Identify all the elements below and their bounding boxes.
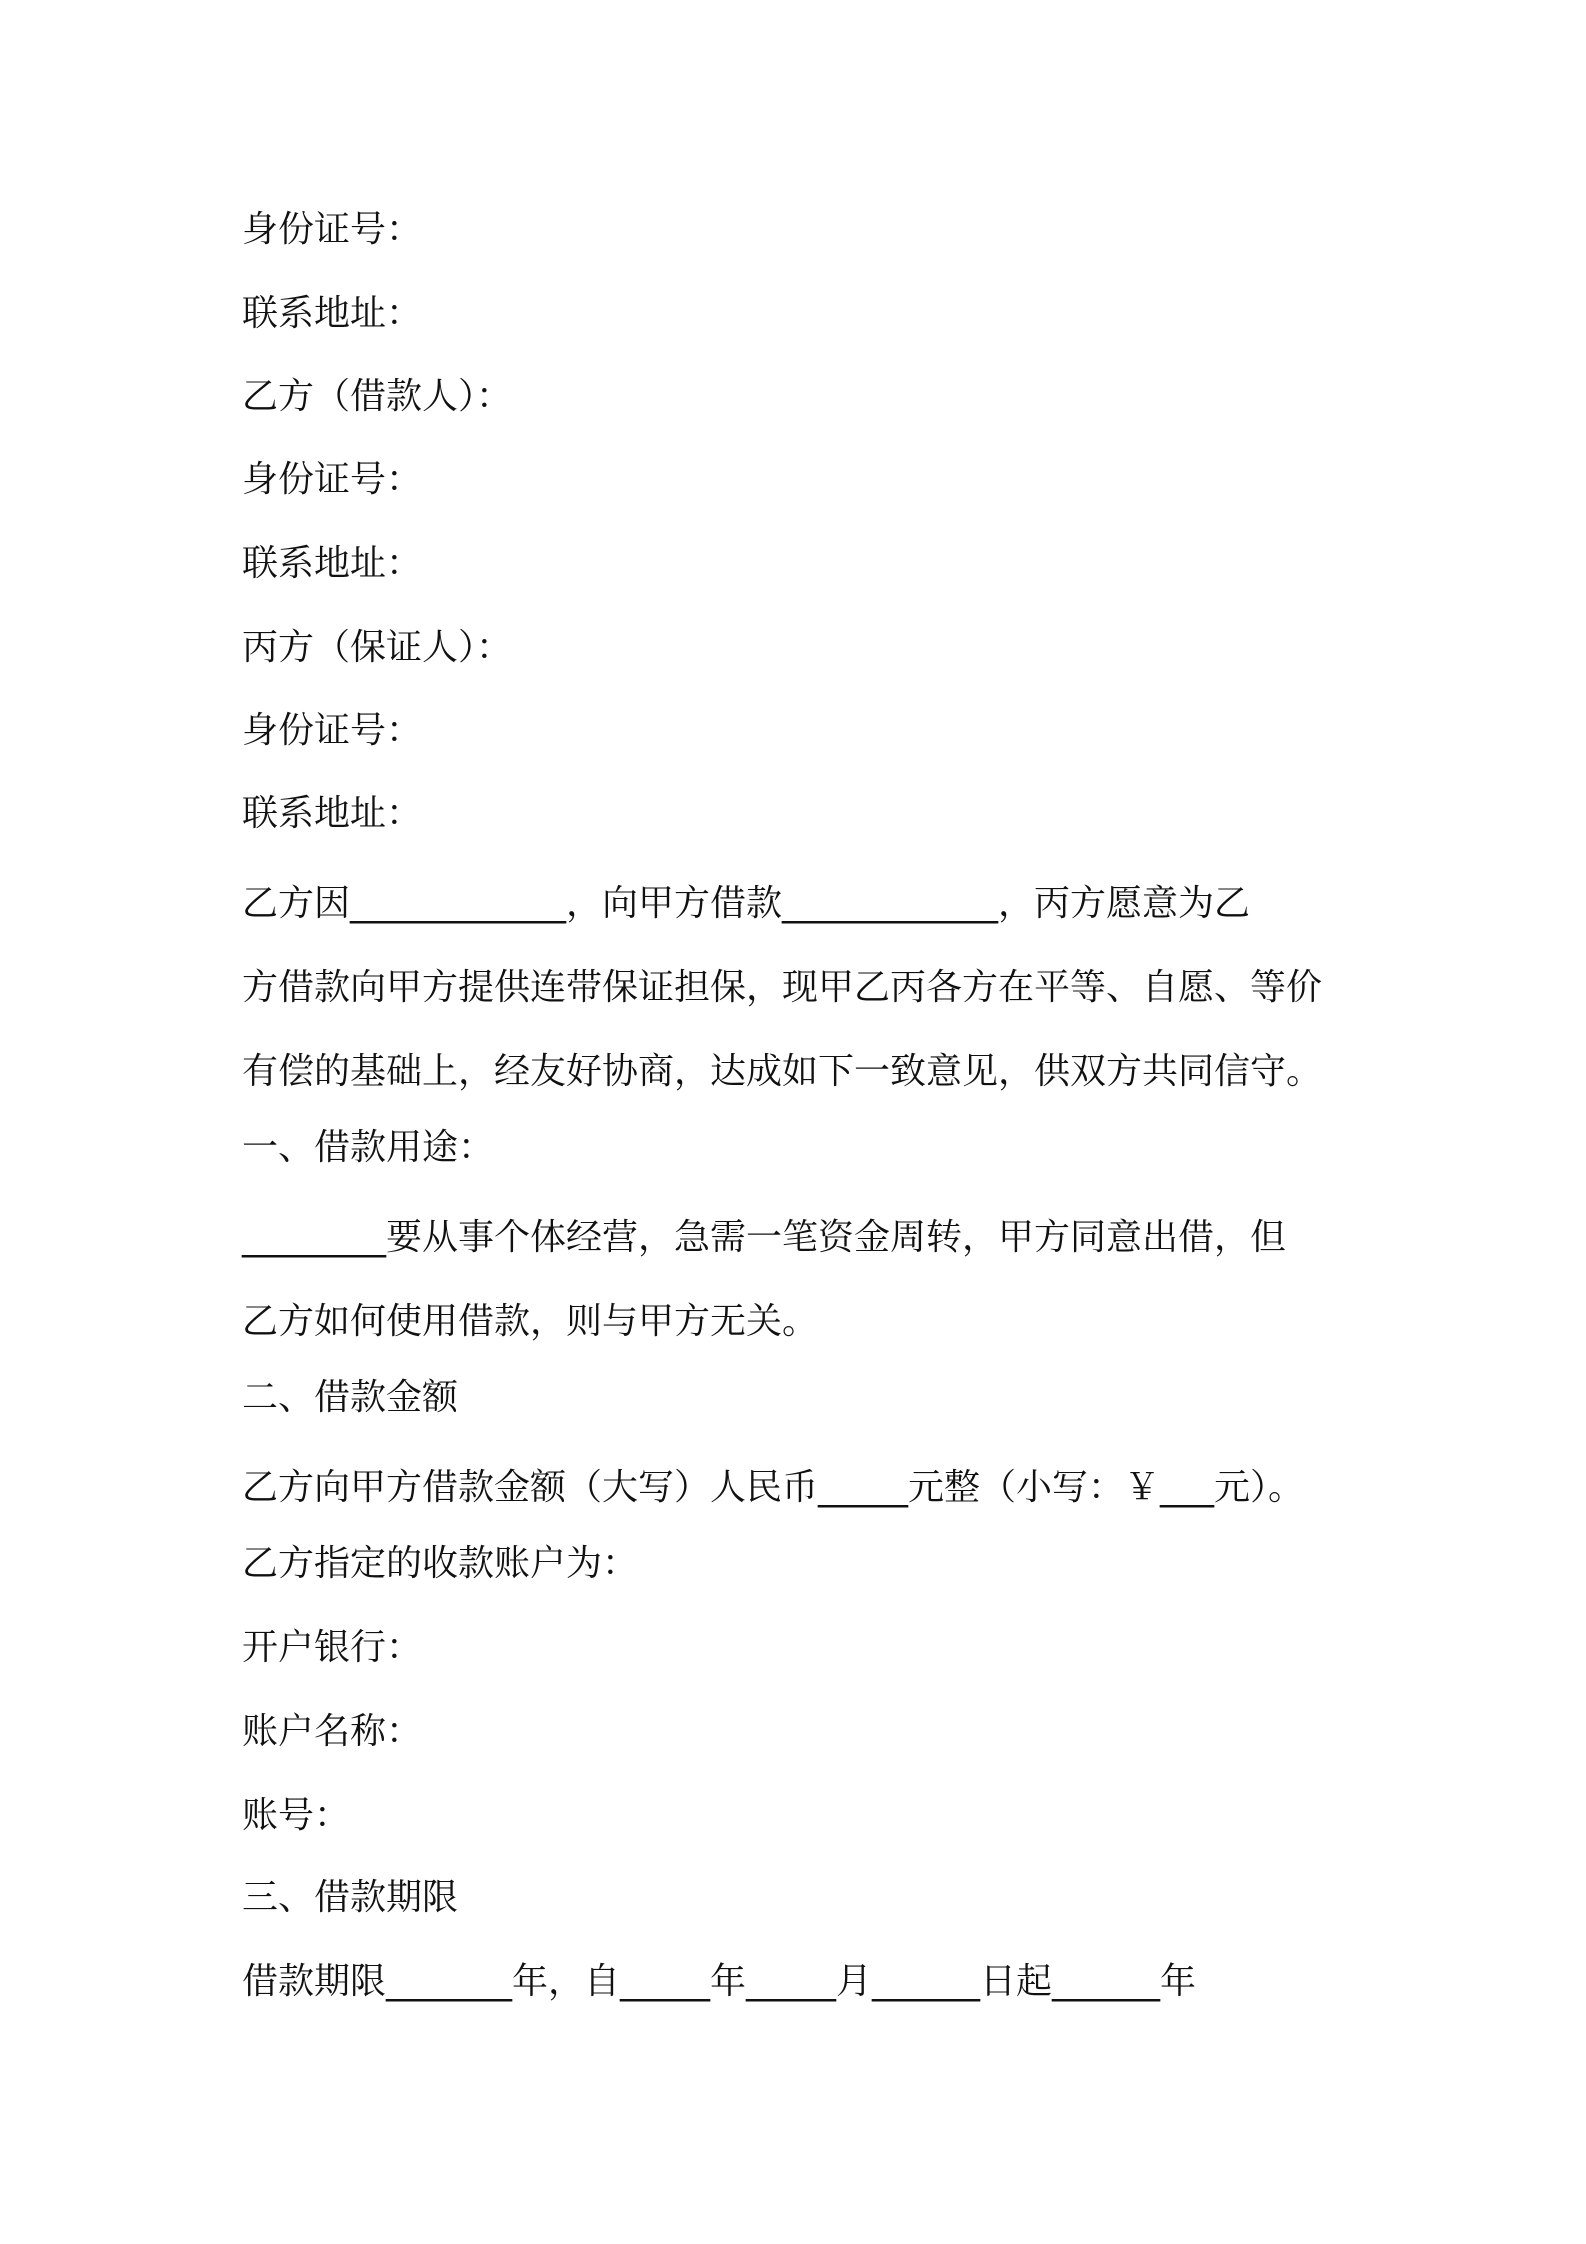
preamble-paragraph: [242, 862, 1360, 1114]
section-3-heading: 三、借款期限: [242, 1877, 459, 1918]
lender-address-label: 联系地址：: [242, 293, 423, 334]
account-name-label: 账户名称：: [242, 1711, 423, 1752]
borrower-address-label: 联系地址：: [242, 543, 423, 584]
account-number-label: 账号：: [242, 1795, 351, 1836]
bank-label: 开户银行：: [242, 1627, 423, 1668]
borrower-party-label: 乙方（借款人）：: [242, 376, 513, 417]
section-2-heading: 二、借款金额: [242, 1377, 459, 1418]
account-intro-text: 乙方指定的收款账户为：: [242, 1543, 639, 1584]
lender-id-label: 身份证号：: [242, 209, 423, 250]
guarantor-id-label: 身份证号：: [242, 710, 423, 751]
borrower-id-label: 身份证号：: [242, 459, 423, 500]
section-1-paragraph: [242, 1196, 1360, 1364]
section-1-row: ________要从事个体经营，急需一笔资金周转，甲方同意出借，但: [242, 1217, 1287, 1258]
section-1-heading: 一、借款用途：: [242, 1127, 495, 1168]
preamble-row: 乙方因____________，向甲方借款____________，丙方愿意为乙: [242, 883, 1251, 924]
loan-amount-text: 乙方向甲方借款金额（大写）人民币_____元整（小写：￥___元）。: [242, 1467, 1305, 1508]
guarantor-address-label: 联系地址：: [242, 793, 423, 834]
section-1-row: 乙方如何使用借款，则与甲方无关。: [242, 1301, 819, 1342]
loan-term-text: 借款期限_______年，自_____年_____月______日起______年: [242, 1961, 1197, 2002]
preamble-row: 有偿的基础上，经友好协商，达成如下一致意见，供双方共同信守。: [242, 1051, 1323, 1092]
guarantor-party-label: 丙方（保证人）：: [242, 627, 513, 668]
preamble-row: 方借款向甲方提供连带保证担保，现甲乙丙各方在平等、自愿、等价: [242, 967, 1323, 1008]
